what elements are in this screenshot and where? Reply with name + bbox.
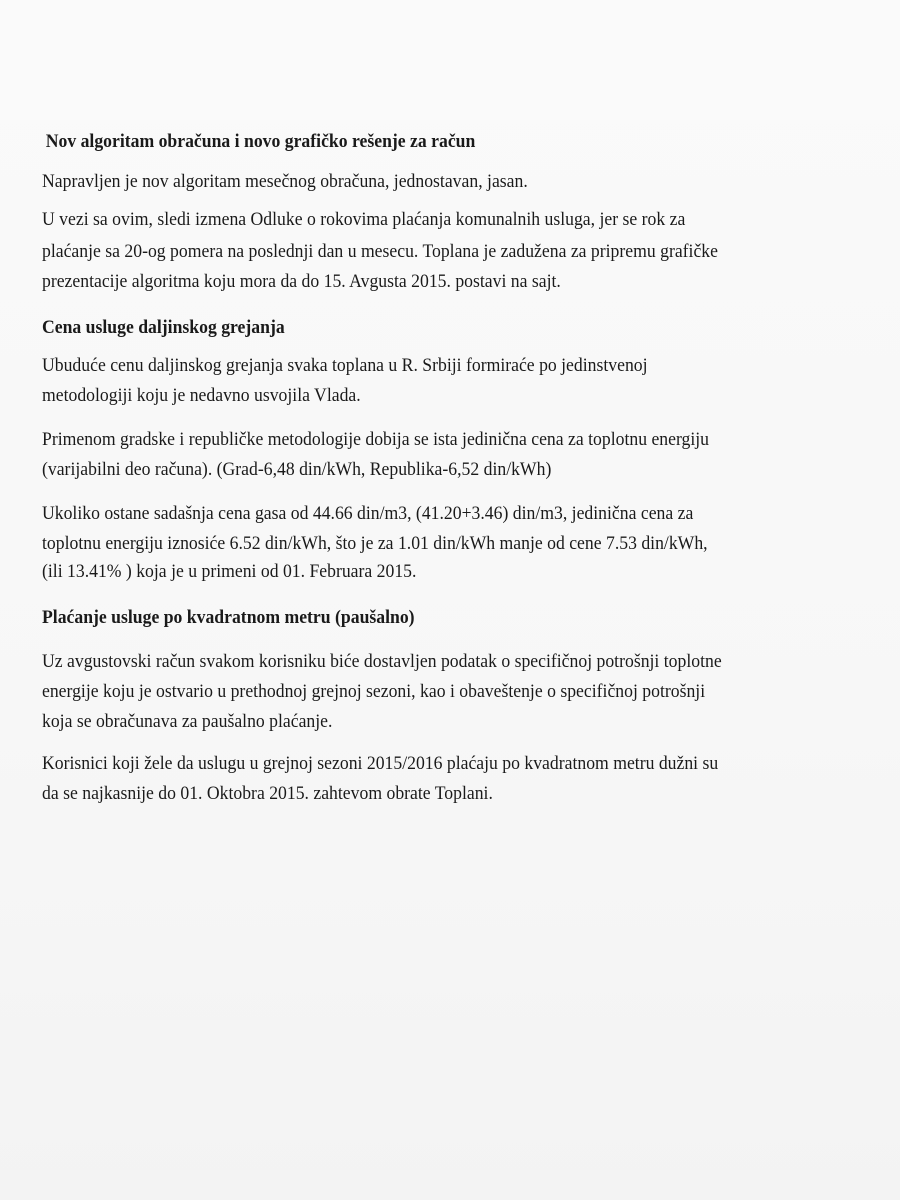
paragraph-line: Ukoliko ostane sadašnja cena gasa od 44.66 din/m3, (41.20+3.46) din/m3, jedinična cena za [42,503,694,524]
paragraph-line: Korisnici koji žele da uslugu u grejnoj sezoni 2015/2016 plaćaju po kvadratnom metru dužni su [42,753,719,774]
paragraph-line: prezentacije algoritma koju mora da do 15. Avgusta 2015. postavi na sajt. [42,271,561,292]
paragraph-line: Ubuduće cenu daljinskog grejanja svaka toplana u R. Srbiji formiraće po jedinstvenoj [42,355,648,376]
paragraph-line: Primenom gradske i republičke metodologije dobija se ista jedinična cena za toplotnu energiju [42,429,710,450]
paragraph-line: metodologiji koju je nedavno usvojila Vlada. [42,385,361,406]
section-heading-flat-rate: Plaćanje usluge po kvadratnom metru (paušalno) [42,607,415,628]
paragraph-line: toplotnu energiju iznosiće 6.52 din/kWh, što je za 1.01 din/kWh manje od cene 7.53 din/kWh, [42,533,708,554]
paragraph-line: (varijabilni deo računa). (Grad-6,48 din/kWh, Republika-6,52 din/kWh) [42,459,552,480]
paragraph-line: (ili 13.41% ) koja je u primeni od 01. Februara 2015. [42,561,417,582]
paragraph-line: Uz avgustovski račun svakom korisniku biće dostavljen podatak o specifičnoj potrošnji toplotne [42,651,722,672]
paragraph-line: energije koju je ostvario u prethodnoj grejnoj sezoni, kao i obaveštenje o specifičnoj potrošnji [42,681,706,702]
paragraph-line: da se najkasnije do 01. Oktobra 2015. zahtevom obrate Toplani. [42,783,493,804]
section-heading-algorithm: Nov algoritam obračuna i novo grafičko rešenje za račun [45,131,476,152]
paragraph: Napravljen je nov algoritam mesečnog obračuna, jednostavan, jasan. [42,171,528,192]
paragraph-line: U vezi sa ovim, sledi izmena Odluke o rokovima plaćanja komunalnih usluga, jer se rok za [42,209,686,230]
section-heading-price: Cena usluge daljinskog grejanja [42,317,285,338]
paragraph-line: plaćanje sa 20-og pomera na poslednji dan u mesecu. Toplana je zadužena za pripremu grafičke [42,241,718,262]
paragraph-line: koja se obračunava za paušalno plaćanje. [42,711,333,732]
